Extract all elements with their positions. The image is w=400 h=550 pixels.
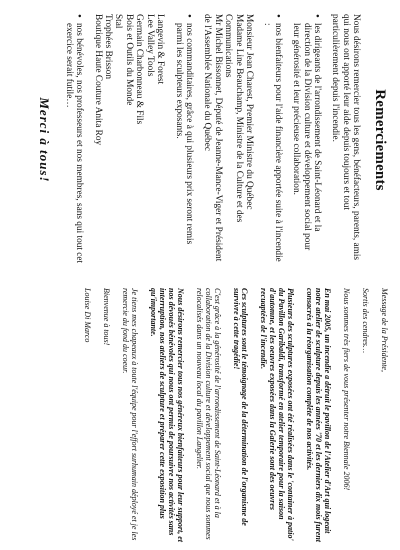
acknowledgements-column: [8, 14, 388, 266]
message-heading: Message de la Présidente,: [380, 288, 389, 372]
bullet-sponsors: [173, 14, 194, 266]
message-paragraph: Plusieurs des sculptures exposées ont été réalisées dans le 'container à patio' du Pavillon Garibaldi, transformé en atelier temporaire pour la saison d'automne, et les oeuvres exposées dans la Galerie sont des oeuvres recuaptées de l'incendie.: [259, 288, 296, 541]
donor-list: [202, 14, 254, 266]
bullet-sponsors-text: nos commanditaires, grâce à qui plusieurs prix seront remis parmi les sculpteurs exposants.: [173, 23, 194, 245]
signature: Louise Di Marco: [83, 288, 93, 343]
donor-item: Mr Michel Bissonnet, Député de Jeanne-Mance-Viger et Président de l'Assemblée Nationale du Québec: [202, 14, 223, 262]
sponsor-item: Bois et Outils du Monde: [123, 14, 134, 106]
closing-thanks: Merci à tous!: [37, 97, 53, 183]
message-paragraph: Bienvenue à tous!: [101, 288, 111, 346]
message-paragraph: Nous désirons remercier tous nos généreux bienfaiteurs pour leur support, et nos dévoués bénévoles qui nous ont permis de poursuivre nos activités sans interruption, nos ateliers de sculpture et préparer cette exposition plus qu'importante.: [148, 288, 185, 543]
sponsor-list: [92, 14, 165, 266]
page-title: Remerciements: [372, 89, 388, 191]
message-paragraph: Ces sculptures sont le témoignage de la détermination de l'organisme de survivre à cette tragédie!: [231, 288, 250, 526]
sponsor-item: Germain Charbonneau & Fils: [134, 14, 145, 125]
sponsor-item: Langevin & Forest: [155, 14, 166, 85]
sponsor-item: Boutique Haute Couture Anita Roy: [92, 14, 103, 146]
sponsor-item: Lee Valley Tools: [144, 14, 155, 77]
bullet-municipal-text: les dirigeants de l'arrondissement de Saint-Léonard et la direction de la Division culture et développement social pour leur générosité et leur précieuse collaboration.: [291, 23, 322, 251]
bullet-volunteers-text: nos bénévoles, nos professeurs et nos membres, sans qui tout cet exercice serait futile…: [63, 23, 85, 264]
bullet-benefactors-text: nos bienfaiteurs pour l'aide financière apportée suite à l'incendie :: [262, 23, 283, 262]
donor-item: Monsieur Jean Charest, Premier Ministre du Québec: [243, 14, 254, 210]
message-paragraph: En mai 2005, un incendie a détruit le pavillon de l'Atelier d'Art qui logeait notre atelier de sculpture depuis les années '70 et les derniers dix mois furent consacrés à la réorganisation complète de nos activités.: [305, 288, 333, 543]
president-message-column: [8, 288, 388, 543]
intro-paragraph: Nous désirons remercier tous les gens, bénéfacteurs, parents, amis qui nous ont apporté leur aide depuis toujours et tout particulièrement depuis l'incendie.: [330, 14, 362, 261]
message-paragraph: Je tiens mes chapeaux à toute l'équipe pour l'effort surhumain déployé et je les remercie du fond du coeur.: [120, 288, 139, 541]
message-paragraph: C'est grâce à la générosité de l'arrondissement de Saint-Léonard et à la collaboration de la Division culture et développement social que nous sommes relocalisés dans un nouveau local du pavillon Langelier.: [194, 288, 222, 540]
sponsor-item: Trophées Brisson: [103, 14, 114, 80]
bullet-municipal: [291, 14, 322, 266]
sponsor-item: Stal: [113, 14, 124, 29]
donor-item: Madame Line Beauchamp, Ministre de la Culture et des Communications: [223, 14, 244, 223]
message-paragraph: Nous sommes très fiers de vous présenter notre Biennale 2006!: [342, 288, 352, 491]
bullet-volunteers: [63, 14, 84, 266]
message-subheading: Sortis des cendres…: [361, 288, 371, 354]
bullet-benefactors: [262, 14, 283, 266]
